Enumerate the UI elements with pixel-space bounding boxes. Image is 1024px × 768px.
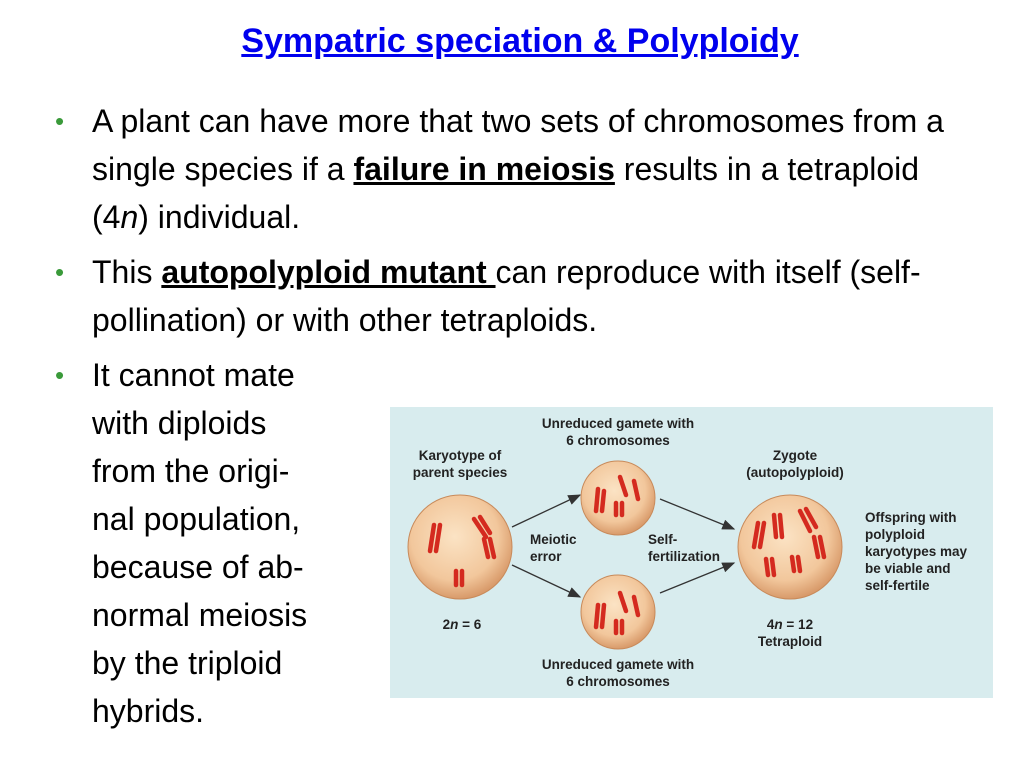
zygote-label-1: Zygote [772, 448, 818, 463]
gamete-top-label-1: Unreduced gamete with [541, 416, 695, 431]
bullet-3-line: normal meiosis [92, 597, 308, 633]
self-fert-label-1: Self- [648, 532, 678, 547]
tetraploid-label: Tetraploid [757, 634, 823, 649]
bullet-3-line: from the origi- [92, 453, 290, 489]
bullet-3-line: nal population, [92, 501, 301, 537]
meiotic-error-label-1: Meiotic [530, 532, 577, 547]
bullet-1-term: failure in meiosis [353, 151, 615, 187]
top-gamete-cell [581, 461, 655, 535]
gamete-bottom-label-1: Unreduced gamete with [541, 657, 695, 672]
bullet-dot-icon: • [55, 106, 65, 136]
offspring-label-4: be viable and [865, 561, 951, 576]
arrow-parent-to-top-gamete [512, 495, 580, 527]
bullet-item-3 [55, 351, 392, 735]
arrow-bottom-gamete-to-zygote [660, 563, 734, 593]
bullet-1-text-post: ) individual. [138, 199, 301, 235]
bullet-item-1 [55, 97, 955, 241]
offspring-label-2: polyploid [865, 527, 925, 542]
self-fert-label-2: fertilization [648, 549, 721, 564]
bullet-1-text-pre: A plant can have more that two sets of chromosomes from a single species if a [92, 103, 944, 187]
karyotype-label-2: parent species [412, 465, 508, 480]
bullet-3-line: hybrids. [92, 693, 205, 729]
bullet-2-text-post: can reproduce with itself (self-pollination) or with other tetraploids. [92, 254, 921, 338]
offspring-label-3: karyotypes may [865, 544, 968, 559]
bullet-3-line: by the triploid [92, 645, 283, 681]
bullet-3-line: with diploids [92, 405, 267, 441]
zygote-count-label: 4n = 12 [766, 617, 814, 632]
karyotype-label-1: Karyotype of [418, 448, 502, 463]
zygote-label-2: (autopolyploid) [746, 465, 844, 480]
bullet-item-2 [55, 248, 955, 344]
bullet-dot-icon: • [55, 360, 65, 390]
offspring-label-5: self-fertile [865, 578, 930, 593]
bullet-3-line: because of ab- [92, 549, 304, 585]
bullet-1-italic-n: n [120, 199, 139, 235]
gamete-top-label-2: 6 chromosomes [566, 433, 670, 448]
bullet-3-line: It cannot mate [92, 357, 295, 393]
arrow-top-gamete-to-zygote [660, 499, 734, 529]
polyploidy-diagram [390, 407, 993, 698]
bullet-2-term: autopolyploid mutant [161, 254, 496, 290]
bottom-gamete-cell [581, 575, 655, 649]
bullet-2-text-pre: This [92, 254, 162, 290]
diagram-svg [390, 407, 993, 698]
slide-title[interactable]: Sympatric speciation & Polyploidy [241, 22, 799, 60]
arrow-parent-to-bottom-gamete [512, 565, 580, 597]
offspring-label-1: Offspring with [865, 510, 957, 525]
gamete-bottom-label-2: 6 chromosomes [566, 674, 670, 689]
bullet-1-text-mid: results in a tetraploid (4 [92, 151, 920, 235]
bullet-dot-icon: • [55, 257, 65, 287]
meiotic-error-label-2: error [530, 549, 562, 564]
parent-count-label: 2n = 6 [442, 617, 482, 632]
